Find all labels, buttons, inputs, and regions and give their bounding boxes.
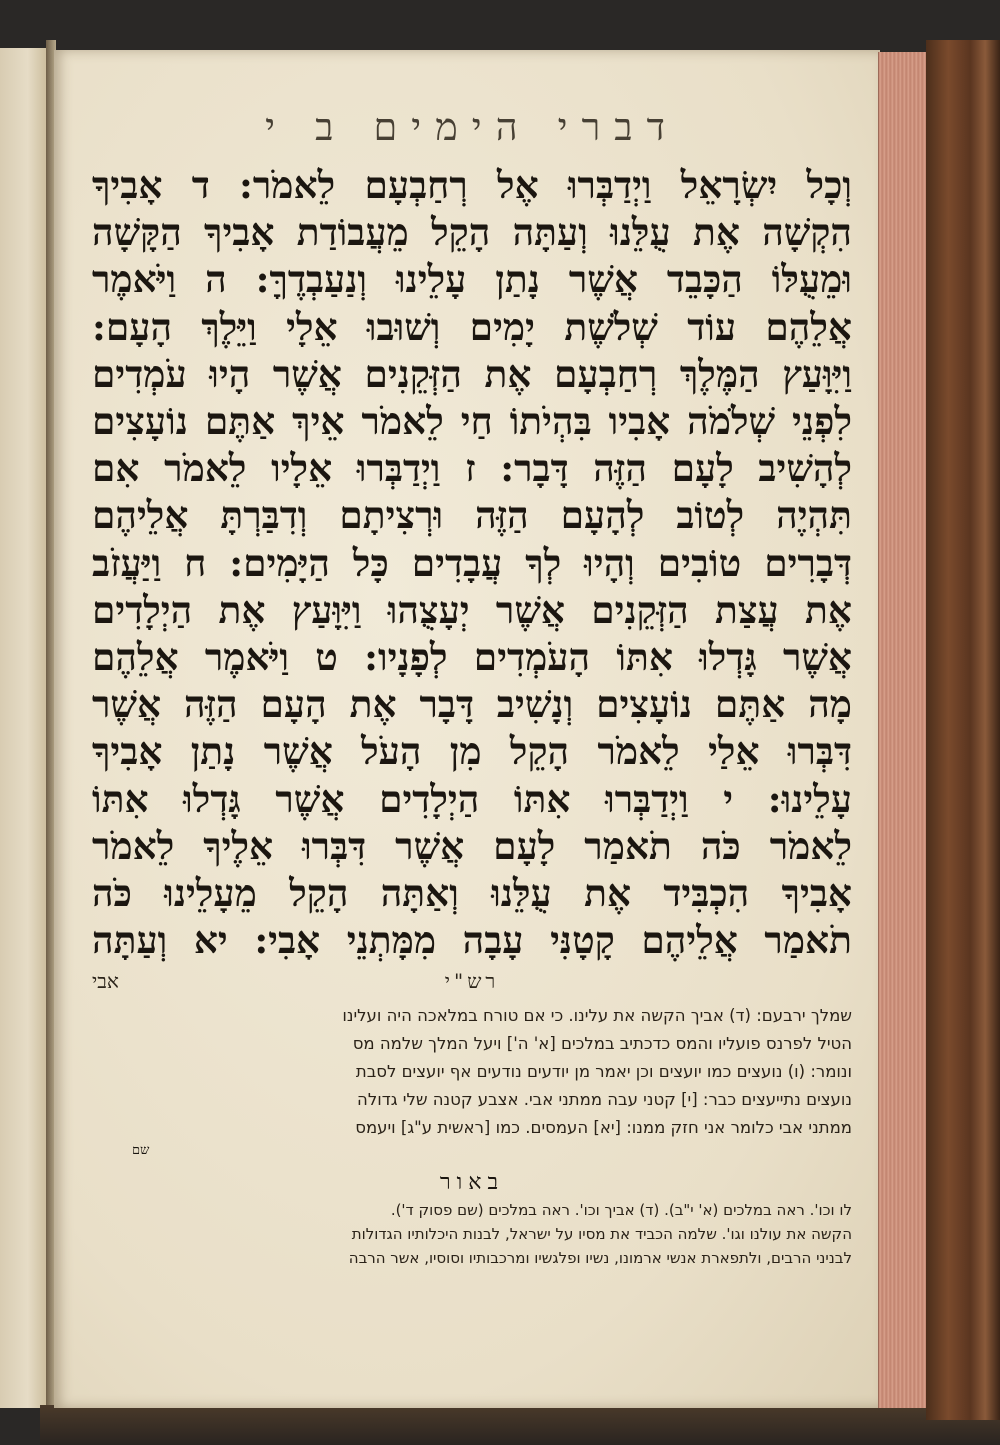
rashi-line: ממתני אבי כלומר אני חזק ממנו: [יא] העמסים. כמו [ראשית ע"ג] ויעמס (355, 1118, 852, 1138)
main-text-line: אָבִיךָ הִכְבִּיד אֶת עֻלֵּנוּ וְאַתָּה הָקֵל מֵעָלֵינוּ כֹּה (92, 871, 852, 916)
rashi-line: ונומר: (ו) נועצים כמו יועצים וכן יאמר מן יודעים נודעים אף יועצים לסבת (355, 1062, 852, 1082)
main-text-line: תִּהְיֶה לְטוֹב לְהָעָם הַזֶּה וּרְצִיתָם וְדִבַּרְתָּ אֲלֵיהֶם (92, 493, 852, 538)
running-head: דברי הימים ב י (265, 105, 679, 149)
rashi-line: שמלך ירבעם: (ד) אביך הקשה את עלינו. כי אם טורח במלאכה היה ועלינו (342, 1006, 852, 1026)
main-text-line: לֵאמֹר כֹּה תֹאמַר לָעָם אֲשֶׁר דִּבְּרוּ אֵלֶיךָ לֵאמֹר (92, 823, 852, 868)
main-text-line: וְכָל יִשְׂרָאֵל וַיְדַבְּרוּ אֶל רְחַבְעָם לֵאמֹר: ד אָבִיךָ (92, 163, 852, 207)
catchword-row (92, 966, 852, 996)
left-page-edge (0, 48, 48, 1408)
book-cover-bottom (40, 1405, 1000, 1445)
biur-commentary (92, 1198, 852, 1270)
biur-line: הקשה את עולנו וגו'. שלמה הכביד את מסיו על ישראל, לבנות היכלותיו הגדולות (351, 1225, 852, 1244)
main-text-line: מָה אַתֶּם נוֹעָצִים וְנָשִׁיב דָּבָר אֶת הָעָם הַזֶּה אֲשֶׁר (92, 682, 852, 727)
main-text (92, 162, 852, 964)
main-text-line: תֹאמַר אֲלֵיהֶם קָטָנִּי עָבָה מִמָּתְנֵי אָבִי: יא וְעַתָּה (92, 918, 852, 963)
main-text-line: אֲלֵהֶם עוֹד שְׁלֹשֶׁת יָמִים וְשׁוּבוּ אֵלָי וַיֵּלֶךְ הָעָם: (92, 304, 852, 349)
rashi-line: הטיל לפרנס פועליו והמס כדכתיב במלכים [א' ה'] ויעל המלך שלמה מס (352, 1034, 852, 1054)
main-text-line: לְהָשִׁיב לָעָם הַזֶּה דָּבָר: ז וַיְדַבְּרוּ אֵלָיו לֵאמֹר אִם (92, 446, 852, 491)
page-content (92, 100, 852, 1390)
main-text-line: אֲשֶׁר גָּדְלוּ אִתּוֹ הָעֹמְדִים לְפָנָיו: ט וַיֹּאמֶר אֲלֵהֶם (92, 635, 852, 680)
main-text-line: וּמֵעֻלּוֹ הַכָּבֵד אֲשֶׁר נָתַן עָלֵינוּ וְנַעַבְדֶךָּ: ה וַיֹּאמֶר (92, 257, 852, 302)
main-text-line: לִפְנֵי שְׁלֹמֹה אָבִיו בִּהְיֹתוֹ חַי לֵאמֹר אֵיךְ אַתֶּם נוֹעָצִים (92, 399, 852, 444)
main-text-line: דִּבְּרוּ אֵלַי לֵאמֹר הָקֵל מִן הָעֹל אֲשֶׁר נָתַן אָבִיךָ (92, 729, 852, 774)
rashi-line: נועצים נתייעצים כבר: [י] קטני עבה ממתני אבי. אצבע קטנה שלי גדולה (357, 1090, 852, 1110)
rashi-catchword: שם (132, 1143, 150, 1159)
biur-heading: באור (439, 1170, 505, 1196)
main-text-line: הִקְשָׁה אֶת עֻלֵּנוּ וְעַתָּה הָקֵל מֵעֲבוֹדַת אָבִיךָ הַקָּשָׁה (92, 210, 852, 255)
spacer (792, 966, 852, 996)
main-text-line: אֶת עֲצַת הַזְּקֵנִים אֲשֶׁר יְעָצֻהוּ וַיִּוָּעַץ אֶת הַיְלָדִים (92, 587, 852, 632)
catchword: אבי (92, 969, 119, 994)
main-text-line: וַיִּוָּעַץ הַמֶּלֶךְ רְחַבְעָם אֶת הַזְּקֵנִים אֲשֶׁר הָיוּ עֹמְדִים (92, 351, 852, 396)
rashi-commentary (92, 1002, 852, 1142)
commentary-label: רש"י (444, 969, 500, 994)
book-cover-spine (926, 40, 1000, 1420)
main-text-line: עָלֵינוּ: י וַיְדַבְּרוּ אִתּוֹ הַיְלָדִים אֲשֶׁר גָּדְלוּ אִתּוֹ (92, 776, 852, 821)
main-text-line: דְּבָרִים טוֹבִים וְהָיוּ לְךָ עֲבָדִים כָּל הַיָּמִים: ח וַיַּעֲזֹב (92, 540, 852, 585)
biur-line: לו וכו'. ראה במלכים (א' י"ב). (ד) אביך וכו'. ראה במלכים (שם פסוק ד'). (390, 1201, 852, 1220)
biur-line: לבניני הרבים, ולתפארת אנשי ארמונו, נשיו ופלגשיו ומרכבותיו וסוסיו, אשר הרבה (348, 1249, 852, 1268)
page-edges (878, 52, 929, 1408)
